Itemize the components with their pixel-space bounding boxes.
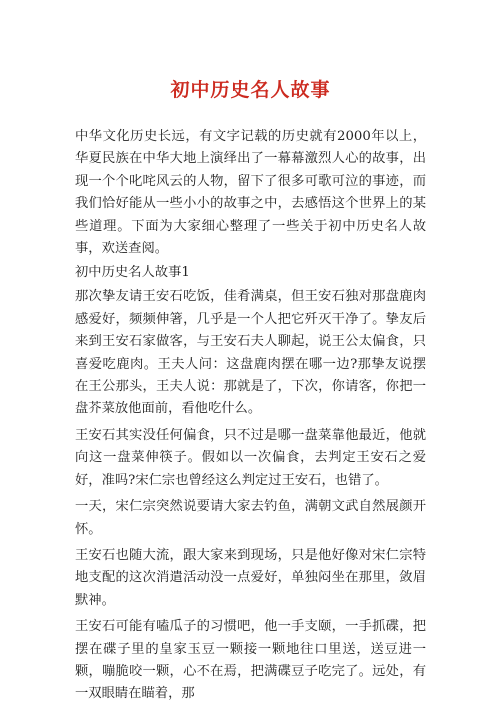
story-paragraph-3: 一天，宋仁宗突然说要请大家去钓鱼，满朝文武自然展颜开怀。: [75, 499, 426, 537]
intro-paragraph: 中华文化历史长远，有文字记载的历史就有2000年以上，华夏民族在中华大地上演绎出了一幕幕激烈人心的故事，出现一个个叱咤风云的人物，留下了很多可歌可泣的事迹，而我们恰好能从一些小小的故事之中，去感悟这个世界上的某些道理。下面为大家细心整理了一些关于初中历史名人故事，欢送查阅。: [75, 129, 426, 257]
story-paragraph-5: 王安石可能有嗑瓜子的习惯吧，他一手支颐，一手抓碟，把摆在碟子里的皇家玉豆一颗接一颗地往口里送，送豆进一颗，嘣脆咬一颗，心不在焉，把满碟豆子吃完了。远处，有一双眼睛在瞄着，那: [75, 619, 426, 702]
story-paragraph-4: 王安石也随大流，跟大家来到现场，只是他好像对宋仁宗特地支配的这次消遣活动没一点爱好，单独闷坐在那里，敛眉默神。: [75, 547, 426, 608]
story-paragraph-1: 那次挚友请王安石吃饭，佳肴满桌，但王安石独对那盘鹿肉感爱好，频频伸箸，几乎是一个人把它歼灭干净了。挚友后来到王安石家做客，与王安石夫人聊起，说王公太偏食，只喜爱吃鹿肉。王夫人问：这盘鹿肉摆在哪一边?那挚友说摆在王公那头，王夫人说：那就是了，下次，你请客，你把一盘芥菜放他面前，看他吃什么。: [75, 289, 426, 417]
section-heading: 初中历史名人故事1: [75, 265, 190, 281]
document-title: 初中历史名人故事: [170, 79, 331, 101]
story-paragraph-2: 王安石其实没任何偏食，只不过是哪一盘菜靠他最近，他就向这一盘菜伸筷子。假如以一次偏食，去判定王安石之爱好，准吗?宋仁宗也曾经这么判定过王安石，也错了。: [75, 427, 426, 488]
